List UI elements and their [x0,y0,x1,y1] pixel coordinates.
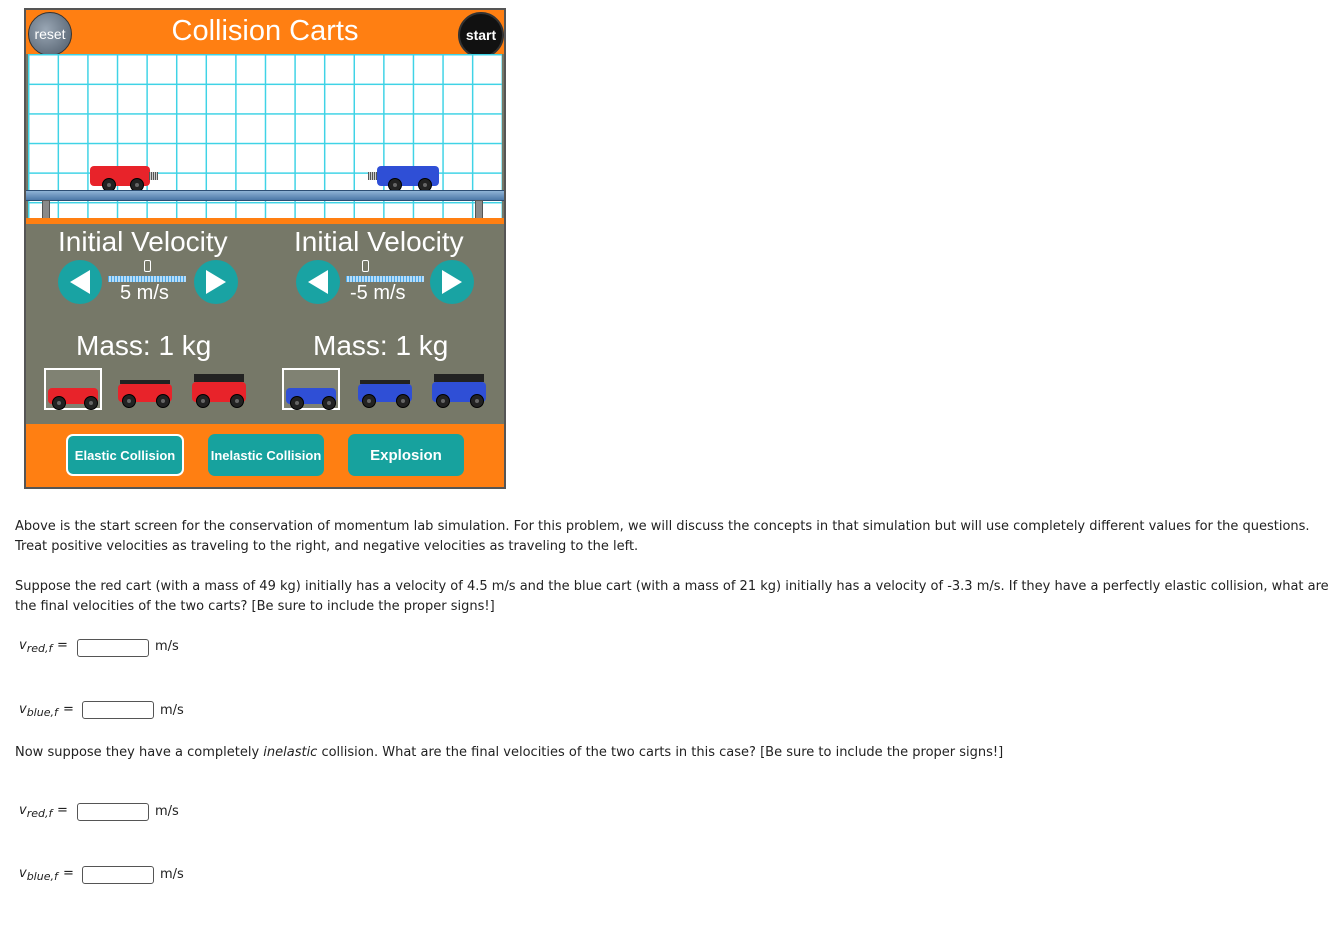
inelastic-collision-button[interactable]: Inelastic Collision [208,434,324,476]
unit-label: m/s [155,804,179,819]
inelastic-red-answer-row [19,803,219,825]
left-velocity-increase-button[interactable] [194,260,238,304]
elastic-collision-button[interactable]: Elastic Collision [66,434,184,476]
var-v-red-f: $v_{red,f}$ [19,638,53,655]
left-velocity-value: 5 m/s [120,282,169,304]
right-velocity-slider-knob[interactable] [362,260,369,272]
reset-button[interactable]: reset [28,12,72,56]
inelastic-blue-answer-row [19,866,219,888]
arrow-right-icon [440,269,464,295]
arrow-left-icon [68,269,92,295]
right-mass-option-3[interactable] [430,368,488,410]
equals-sign: = [63,866,74,881]
intro-paragraph: Above is the start screen for the conservation of momentum lab simulation. For this problem, we will discuss the concepts in that simulation but will use completely different values for the questions. Treat positive velocities as traveling to the right, and negative velocities as traveling to the left. [15,519,1310,554]
track-leg [42,200,50,220]
unit-label: m/s [160,867,184,882]
unit-label: m/s [160,703,184,718]
inelastic-red-final-velocity-input[interactable] [77,803,149,821]
left-mass-label: Mass: 1 kg [76,330,212,361]
var-v-blue-f: $v_{blue,f}$ [19,702,58,719]
problem-paragraph: Suppose the red cart (with a mass of 49 kg) initially has a velocity of 4.5 m/s and the blue cart (with a mass of 21 kg) initially has a velocity of -3.3 m/s. If they have a perfectly elastic collision, what are the final velocities of the two carts? [Be sure to include the proper signs!] [15,579,1329,614]
equals-sign: = [63,702,74,717]
right-velocity-increase-button[interactable] [430,260,474,304]
elastic-blue-answer-row [19,702,219,724]
left-mass-option-1[interactable] [44,368,102,410]
collision-type-bar [26,424,504,487]
equals-sign: = [57,803,68,818]
right-velocity-label: Initial Velocity [294,226,464,257]
left-velocity-label: Initial Velocity [58,226,228,257]
sim-header [26,10,504,54]
arrow-right-icon [204,269,228,295]
right-velocity-decrease-button[interactable] [296,260,340,304]
orange-band [26,218,504,224]
unit-label: m/s [155,639,179,654]
elastic-red-answer-row [19,638,219,660]
left-velocity-slider-knob[interactable] [144,260,151,272]
elastic-red-final-velocity-input[interactable] [77,639,149,657]
elastic-blue-final-velocity-input[interactable] [82,701,154,719]
var-v-blue-f: $v_{blue,f}$ [19,866,58,883]
track-leg [475,200,483,220]
var-v-red-f: $v_{red,f}$ [19,803,53,820]
track [26,190,504,201]
right-velocity-value: -5 m/s [350,282,406,304]
inelastic-paragraph: Now suppose they have a completely inelastic collision. What are the final velocities of the two carts in this case? [Be sure to include the proper signs!] [15,745,1004,760]
collision-carts-simulation [24,8,506,489]
right-mass-option-2[interactable] [356,368,414,410]
equals-sign: = [57,638,68,653]
left-mass-option-3[interactable] [190,368,248,410]
inelastic-blue-final-velocity-input[interactable] [82,866,154,884]
right-mass-label: Mass: 1 kg [313,330,449,361]
arrow-left-icon [306,269,330,295]
start-button[interactable]: start [458,12,504,58]
left-velocity-decrease-button[interactable] [58,260,102,304]
sim-title: Collision Carts [171,15,359,47]
left-mass-option-2[interactable] [116,368,174,410]
explosion-button[interactable]: Explosion [348,434,464,476]
right-mass-option-1[interactable] [282,368,340,410]
